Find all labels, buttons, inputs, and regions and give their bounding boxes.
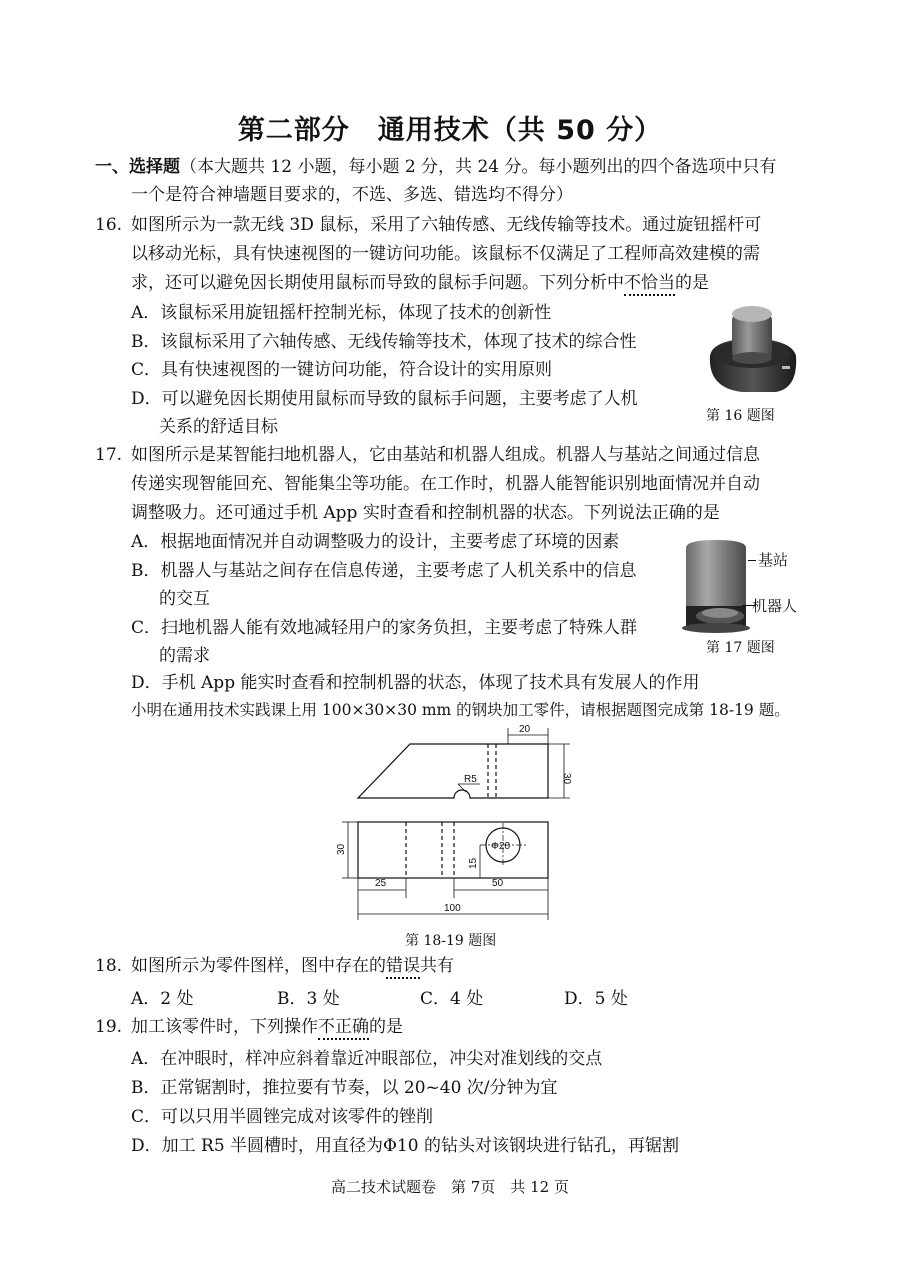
q16-stem-line-2: 以移动光标，具有快速视图的一键访问功能。该鼠标不仅满足了工程师高效建模的需 (131, 244, 760, 264)
q16-stem-line-1: 如图所示为一款无线 3D 鼠标，采用了六轴传感、无线传输等技术。通过旋钮摇杆可 (131, 215, 762, 235)
robot-label: 机器人 (752, 597, 798, 615)
q17-figure-caption: 第 17 题图 (706, 640, 775, 656)
station-label: 基站 (758, 551, 789, 569)
robot-vacuum-image (680, 538, 752, 634)
q19-option-c: C．可以只用半圆锉完成对该零件的锉削 (131, 1107, 434, 1127)
q19-option-a: A．在冲眼时，样冲应斜着靠近冲眼部位，冲尖对准划线的交点 (131, 1049, 603, 1069)
part-drawing (320, 722, 580, 930)
page-title: 第二部分 通用技术（共 50 分） (237, 115, 663, 146)
q19-option-b: B．正常锯割时，推拉要有节奏，以 20~40 次/分钟为宜 (131, 1078, 558, 1098)
q16-option-b: B．该鼠标采用了六轴传感、无线传输等技术，体现了技术的综合性 (131, 332, 637, 352)
q17-option-c-line-1: C．扫地机器人能有效地减轻用户的家务负担，主要考虑了特殊人群 (131, 618, 638, 638)
section-label: 一、选择题 (95, 157, 180, 177)
3d-mouse-image (702, 300, 802, 398)
q17-number: 17. (95, 445, 123, 465)
q16-option-a: A．该鼠标采用旋钮摇杆控制光标，体现了技术的创新性 (131, 303, 552, 323)
q17-option-b-line-1: B．机器人与基站之间存在信息传递，主要考虑了人机关系中的信息 (131, 561, 637, 581)
q17-stem-line-3: 调整吸力。还可通过手机 App 实时查看和控制机器的状态。下列说法正确的是 (131, 503, 720, 523)
q19-emphasis: 不正确 (318, 1017, 369, 1040)
q18-emphasis: 错误 (386, 956, 420, 979)
q17-option-b-line-2: 的交互 (159, 589, 210, 609)
phi20-label: Φ20 (491, 841, 511, 852)
q18-19-intro: 小明在通用技术实践课上用 100×30×30 mm 的钢块加工零件，请根据题图完成第 18-19 题。 (131, 701, 790, 719)
q17-stem-line-1: 如图所示是某智能扫地机器人，它由基站和机器人组成。机器人与基站之间通过信息 (131, 445, 760, 465)
r5-label: R5 (464, 774, 477, 785)
dim-50: 50 (492, 878, 504, 889)
q16-stem-3b: 的是 (675, 273, 709, 293)
q16-emphasis: 不恰当 (624, 273, 675, 296)
q17-stem-line-2: 传递实现智能回充、智能集尘等功能。在工作时，机器人能智能识别地面情况并自动 (131, 474, 760, 494)
dim-30-top: 30 (336, 843, 347, 855)
station-leader-line (748, 560, 756, 561)
q19-option-d: D．加工 R5 半圆槽时，用直径为Φ10 的钻头对该钢块进行钻孔，再锯割 (131, 1136, 680, 1156)
q19-stem-a: 加工该零件时，下列操作 (131, 1017, 318, 1037)
page-footer: 高二技术试题卷 第 7页 共 12 页 (331, 1178, 569, 1196)
dim-100: 100 (444, 903, 461, 914)
q18-stem-a: 如图所示为零件图样，图中存在的 (131, 956, 386, 976)
q19-stem-b: 的是 (369, 1017, 403, 1037)
q16-option-d-line-1: D．可以避免因长期使用鼠标而导致的鼠标手问题，主要考虑了人机 (131, 389, 638, 409)
q18-number: 18. (95, 956, 123, 976)
q18-option-a: A．2 处 (131, 989, 194, 1009)
q16-figure-caption: 第 16 题图 (706, 408, 775, 424)
dim-25: 25 (375, 878, 387, 889)
q18-stem-b: 共有 (420, 956, 454, 976)
section-intro-1: （本大题共 12 小题，每小题 2 分，共 24 分。每小题列出的四个备选项中只有 (180, 157, 777, 177)
section-header (95, 153, 777, 181)
q18-option-d: D．5 处 (564, 989, 628, 1009)
q16-stem-3a: 求，还可以避免因长期使用鼠标而导致的鼠标手问题。下列分析中 (131, 273, 624, 293)
dim-30-side: 30 (561, 773, 572, 785)
q18-stem (131, 952, 454, 980)
q17-option-a: A．根据地面情况并自动调整吸力的设计，主要考虑了环境的因素 (131, 532, 620, 552)
q19-number: 19. (95, 1017, 123, 1037)
q16-option-c: C．具有快速视图的一键访问功能，符合设计的实用原则 (131, 360, 553, 380)
front-view-outline (358, 744, 548, 798)
q18-option-c: C．4 处 (420, 989, 484, 1009)
q16-stem-line-3 (131, 269, 709, 297)
q18-19-figure-caption: 第 18-19 题图 (405, 933, 497, 949)
q19-stem (131, 1013, 403, 1041)
q18-option-b: B．3 处 (277, 989, 340, 1009)
q17-option-d: D．手机 App 能实时查看和控制机器的状态，体现了技术具有发展人的作用 (131, 673, 700, 693)
dim-20: 20 (519, 724, 531, 735)
q16-option-d-line-2: 关系的舒适目标 (159, 417, 278, 437)
q16-number: 16. (95, 215, 123, 235)
dim-15: 15 (468, 857, 479, 869)
section-intro-2: 一个是符合神墙题目要求的，不选、多选、错选均不得分） (131, 185, 573, 205)
q17-option-c-line-2: 的需求 (159, 646, 210, 666)
